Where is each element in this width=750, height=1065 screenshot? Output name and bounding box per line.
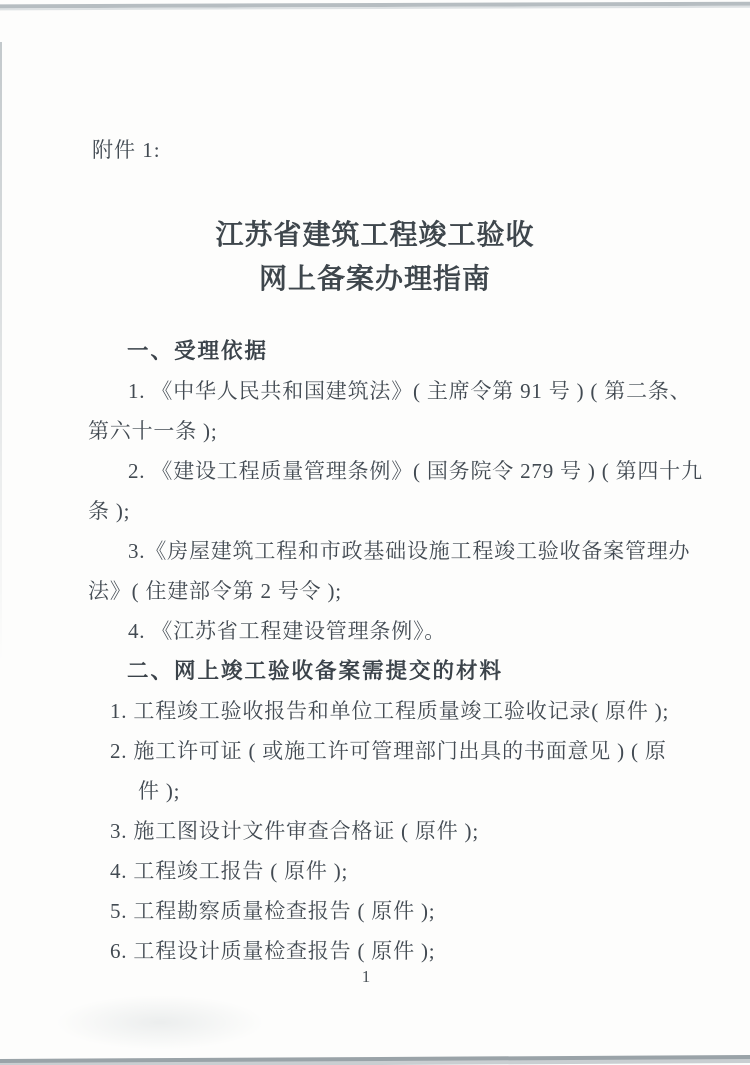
title-line-2: 网上备案办理指南 xyxy=(258,263,491,294)
body-line: 3. 施工图设计文件审查合格证 ( 原件 ); xyxy=(110,819,479,843)
body-line: 1. 《中华人民共和国建筑法》( 主席令第 91 号 ) ( 第二条、 xyxy=(128,379,692,403)
body-line: 1. 工程竣工验收报告和单位工程质量竣工验收记录( 原件 ); xyxy=(110,699,670,723)
scan-smudge xyxy=(55,995,265,1050)
body-line: 2. 《建设工程质量管理条例》( 国务院令 279 号 ) ( 第四十九 xyxy=(128,459,703,483)
page-number: 1 xyxy=(361,967,371,986)
body-line: 件 ); xyxy=(138,779,181,803)
section-heading-1: 一、受理依据 xyxy=(127,339,269,363)
body-line: 4. 《江苏省工程建设管理条例》。 xyxy=(128,619,447,643)
document-body xyxy=(88,331,703,971)
attachment-label: 附件 1: xyxy=(92,138,161,162)
body-line: 第六十一条 ); xyxy=(88,419,218,443)
scan-edge-left xyxy=(0,42,2,662)
document-title xyxy=(0,213,750,301)
body-line: 5. 工程勘察质量检查报告 ( 原件 ); xyxy=(110,899,436,923)
title-line-1: 江苏省建筑工程竣工验收 xyxy=(215,219,535,250)
body-line: 条 ); xyxy=(88,499,131,523)
body-line: 2. 施工许可证 ( 或施工许可管理部门出具的书面意见 ) ( 原 xyxy=(110,739,667,763)
body-line: 法》( 住建部令第 2 号令 ); xyxy=(88,579,342,603)
body-line: 6. 工程设计质量检查报告 ( 原件 ); xyxy=(110,939,436,963)
section-heading-2: 二、网上竣工验收备案需提交的材料 xyxy=(127,659,504,683)
body-line: 3.《房屋建筑工程和市政基础设施工程竣工验收备案管理办 xyxy=(128,539,691,563)
body-line: 4. 工程竣工报告 ( 原件 ); xyxy=(110,859,349,883)
